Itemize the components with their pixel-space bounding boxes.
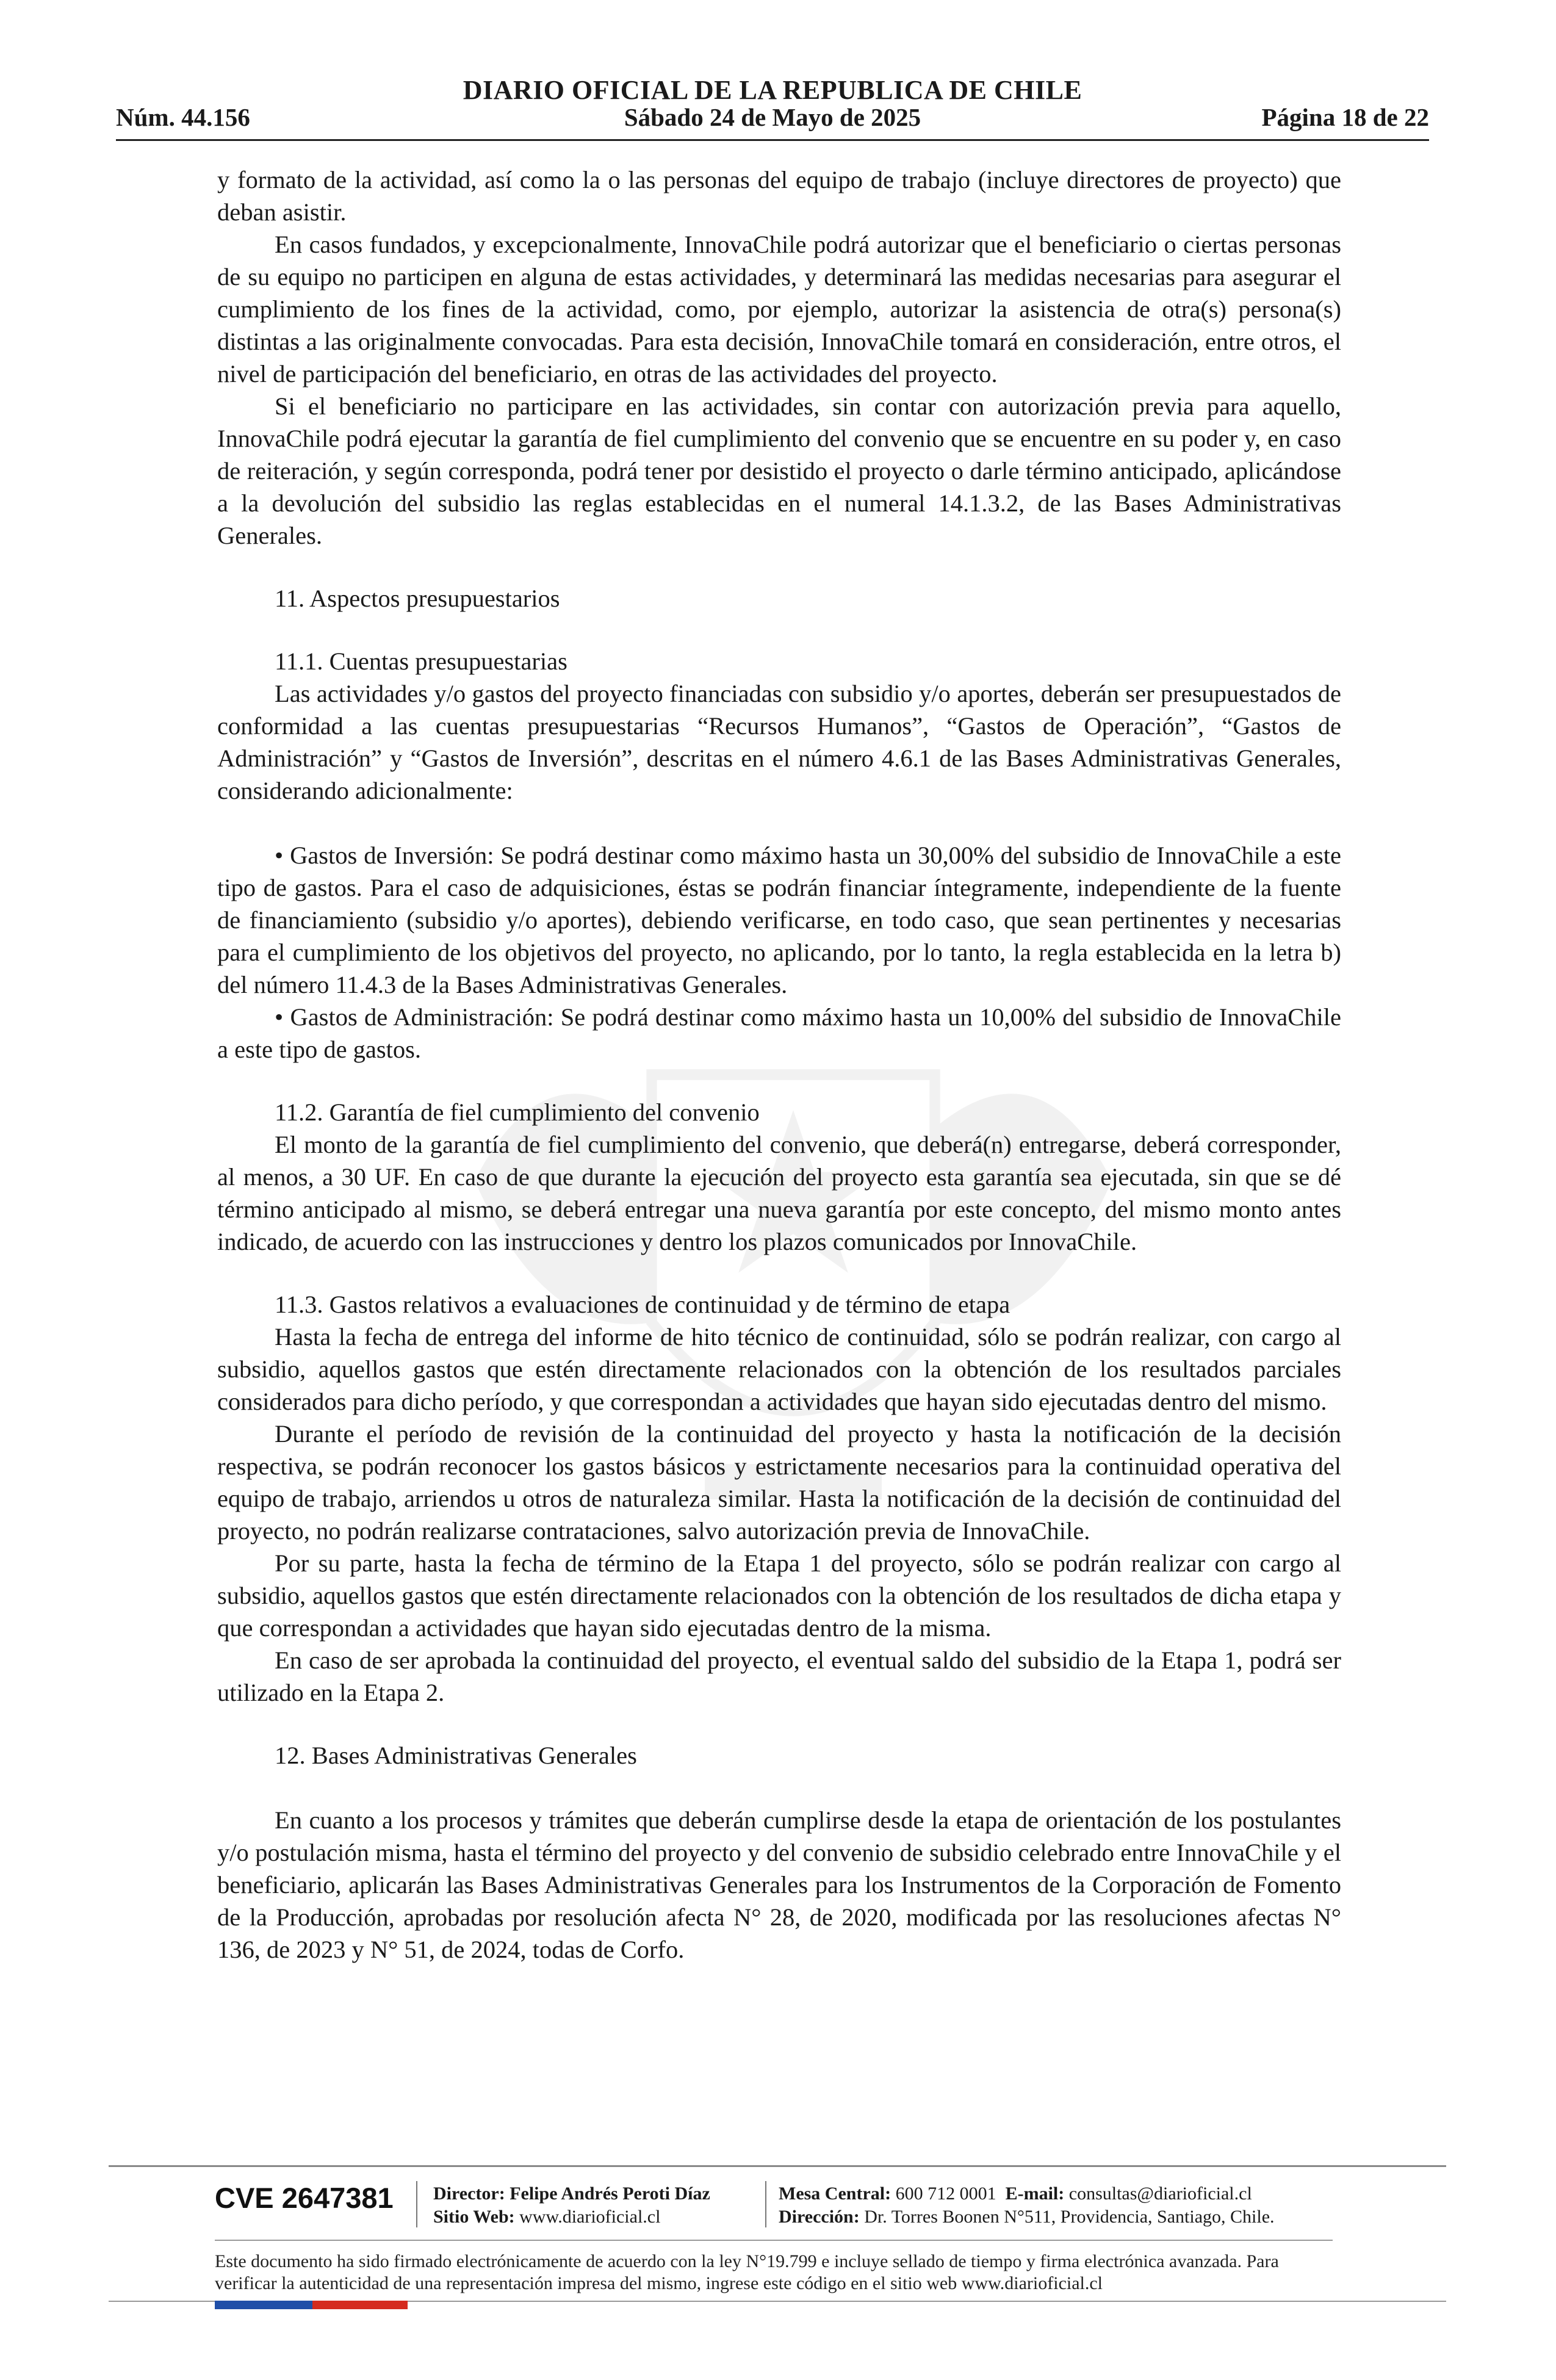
paragraph: Las actividades y/o gastos del proyecto financiadas con subsidio y/o aportes, deberán ser presupuestados de conformidad a las cuentas presupuestarias “Recursos Humanos”, “Gastos de Operación”, “Gastos de Administración” y “Gastos de Inversión”, descritas en el número 4.6.1 de las Bases Administrativas Generales, considerando adicionalmente: <box>217 680 1341 804</box>
footer-divider <box>215 2240 1333 2241</box>
paragraph: Hasta la fecha de entrega del informe de hito técnico de continuidad, sólo se podrán realizar, con cargo al subsidio, aquellos gastos que estén directamente relacionados con la obtención de los resultados parciales considerados para dicho período, y que correspondan a actividades que hayan sido ejecutadas dentro del mismo. <box>217 1323 1341 1415</box>
website-link[interactable]: www.diarioficial.cl <box>519 2207 661 2227</box>
email-label: E-mail: <box>1005 2183 1065 2204</box>
address-label: Dirección: <box>779 2207 860 2227</box>
publication-title: DIARIO OFICIAL DE LA REPUBLICA DE CHILE <box>463 75 1082 105</box>
footer-separator <box>765 2181 766 2227</box>
paragraph: Si el beneficiario no participare en las actividades, sin contar con autorización previa para aquello, InnovaChile podrá ejecutar la garantía de fiel cumplimiento del convenio que se encuentre en su poder y, en caso de reiteración, y según corresponda, podrá tener por desistido el proyecto o darle término anticipado, aplicándose a la devolución del subsidio las reglas establecidas en el numeral 14.1.3.2, de las Bases Administrativas Generales. <box>217 392 1341 549</box>
issue-date: Sábado 24 de Mayo de 2025 <box>624 103 921 131</box>
subsection-heading: 11.3. Gastos relativos a evaluaciones de continuidad y de término de etapa <box>275 1291 1010 1318</box>
cve-code: CVE 2647381 <box>215 2182 394 2214</box>
paragraph: En casos fundados, y excepcionalmente, InnovaChile podrá autorizar que el beneficiario o ciertas personas de su equipo no participen en alguna de estas actividades, y determinará las medidas necesarias para asegurar el cumplimiento de los fines de la actividad, como, por ejemplo, autorizar la asistencia de otra(s) persona(s) distintas a las originalmente convocadas. Para esta decisión, InnovaChile tomará en consideración, entre otros, el nivel de participación del beneficiario, en otras de las actividades del proyecto. <box>217 231 1341 388</box>
paragraph: En caso de ser aprobada la continuidad del proyecto, el eventual saldo del subsidio de la Etapa 1, podrá ser utilizado en la Etapa 2. <box>217 1646 1341 1706</box>
address-text: Dr. Torres Boonen N°511, Providencia, Santiago, Chile. <box>864 2207 1275 2227</box>
bullet-item: • Gastos de Administración: Se podrá destinar como máximo hasta un 10,00% del subsidio de InnovaChile a este tipo de gastos. <box>217 1003 1341 1063</box>
legal-notice: Este documento ha sido firmado electrónicamente de acuerdo con la ley N°19.799 e incluye sellado de tiempo y firma electrónica avanzada. Para verificar la autenticidad de una representación impresa del mismo, ingrese este código en el sitio web www.diarioficial.cl <box>215 2251 1279 2293</box>
paragraph: Por su parte, hasta la fecha de término de la Etapa 1 del proyecto, sólo se podrán realizar con cargo al subsidio, aquellos gastos que estén directamente relacionados con la obtención de los resultados de dicha etapa y que correspondan a actividades que hayan sido ejecutadas dentro de la misma. <box>217 1549 1341 1642</box>
paragraph: En cuanto a los procesos y trámites que deberán cumplirse desde la etapa de orientación de los postulantes y/o postulación misma, hasta el término del proyecto y del convenio de subsidio celebrado entre InnovaChile y el beneficiario, aplicarán las Bases Administrativas Generales para los Instrumentos de la Corporación de Fomento de la Producción, aprobadas por resolución afecta N° 28, de 2020, modificada por las resoluciones afectas N° 136, de 2023 y N° 51, de 2024, todas de Corfo. <box>217 1806 1341 1963</box>
phone-number: 600 712 0001 <box>895 2183 996 2204</box>
subsection-heading: 11.2. Garantía de fiel cumplimiento del convenio <box>275 1098 760 1126</box>
page-number: Página 18 de 22 <box>1261 103 1429 131</box>
header-divider <box>116 139 1429 141</box>
website-label: Sitio Web: <box>433 2207 515 2227</box>
email-link[interactable]: consultas@diarioficial.cl <box>1068 2183 1252 2204</box>
bullet-item: • Gastos de Inversión: Se podrá destinar como máximo hasta un 30,00% del subsidio de InnovaChile a este tipo de gastos. Para el caso de adquisiciones, éstas se podrán financiar íntegramente, independiente de la fuente de financiamiento (subsidio y/o aportes), debiendo verificarse, en todo caso, que sean pertinentes y necesarias para el cumplimiento de los objetivos del proyecto, no aplicando, por lo tanto, la regla establecida en la letra b) del número 11.4.3 de la Bases Administrativas Generales. <box>217 842 1341 998</box>
footer-separator <box>416 2181 417 2227</box>
phone-label: Mesa Central: <box>779 2183 891 2204</box>
contact-info <box>779 2182 1275 2229</box>
section-heading: 12. Bases Administrativas Generales <box>275 1742 637 1769</box>
subsection-heading: 11.1. Cuentas presupuestarias <box>275 647 567 675</box>
flag-blue-segment <box>215 2301 312 2309</box>
section-heading: 11. Aspectos presupuestarios <box>275 585 560 612</box>
director-name: Felipe Andrés Peroti Díaz <box>510 2183 710 2204</box>
paragraph: y formato de la actividad, así como la o las personas del equipo de trabajo (incluye directores de proyecto) que deban asistir. <box>217 166 1341 226</box>
footer-divider <box>109 2165 1446 2167</box>
issue-number: Núm. 44.156 <box>116 103 250 131</box>
paragraph: Durante el período de revisión de la continuidad del proyecto y hasta la notificación de la decisión respectiva, se podrán reconocer los gastos básicos y estrictamente necesarios para la continuidad operativa del equipo de trabajo, arriendos u otros de naturaleza similar. Hasta la notificación de la decisión de continuidad del proyecto, no podrán realizarse contrataciones, salvo autorización previa de InnovaChile. <box>217 1420 1341 1545</box>
paragraph: El monto de la garantía de fiel cumplimiento del convenio, que deberá(n) entregarse, deberá corresponder, al menos, a 30 UF. En caso de que durante la ejecución del proyecto esta garantía sea ejecutada, sin que se dé término anticipado al mismo, se deberá entregar una nueva garantía por este concepto, del mismo monto antes indicado, de acuerdo con las instrucciones y dentro los plazos comunicados por InnovaChile. <box>217 1131 1341 1255</box>
flag-stripe <box>215 2301 408 2309</box>
page-header <box>116 68 1429 144</box>
director-label: Director: <box>433 2183 505 2204</box>
director-info <box>433 2182 710 2229</box>
flag-red-segment <box>312 2301 408 2309</box>
document-body <box>217 164 1341 1966</box>
